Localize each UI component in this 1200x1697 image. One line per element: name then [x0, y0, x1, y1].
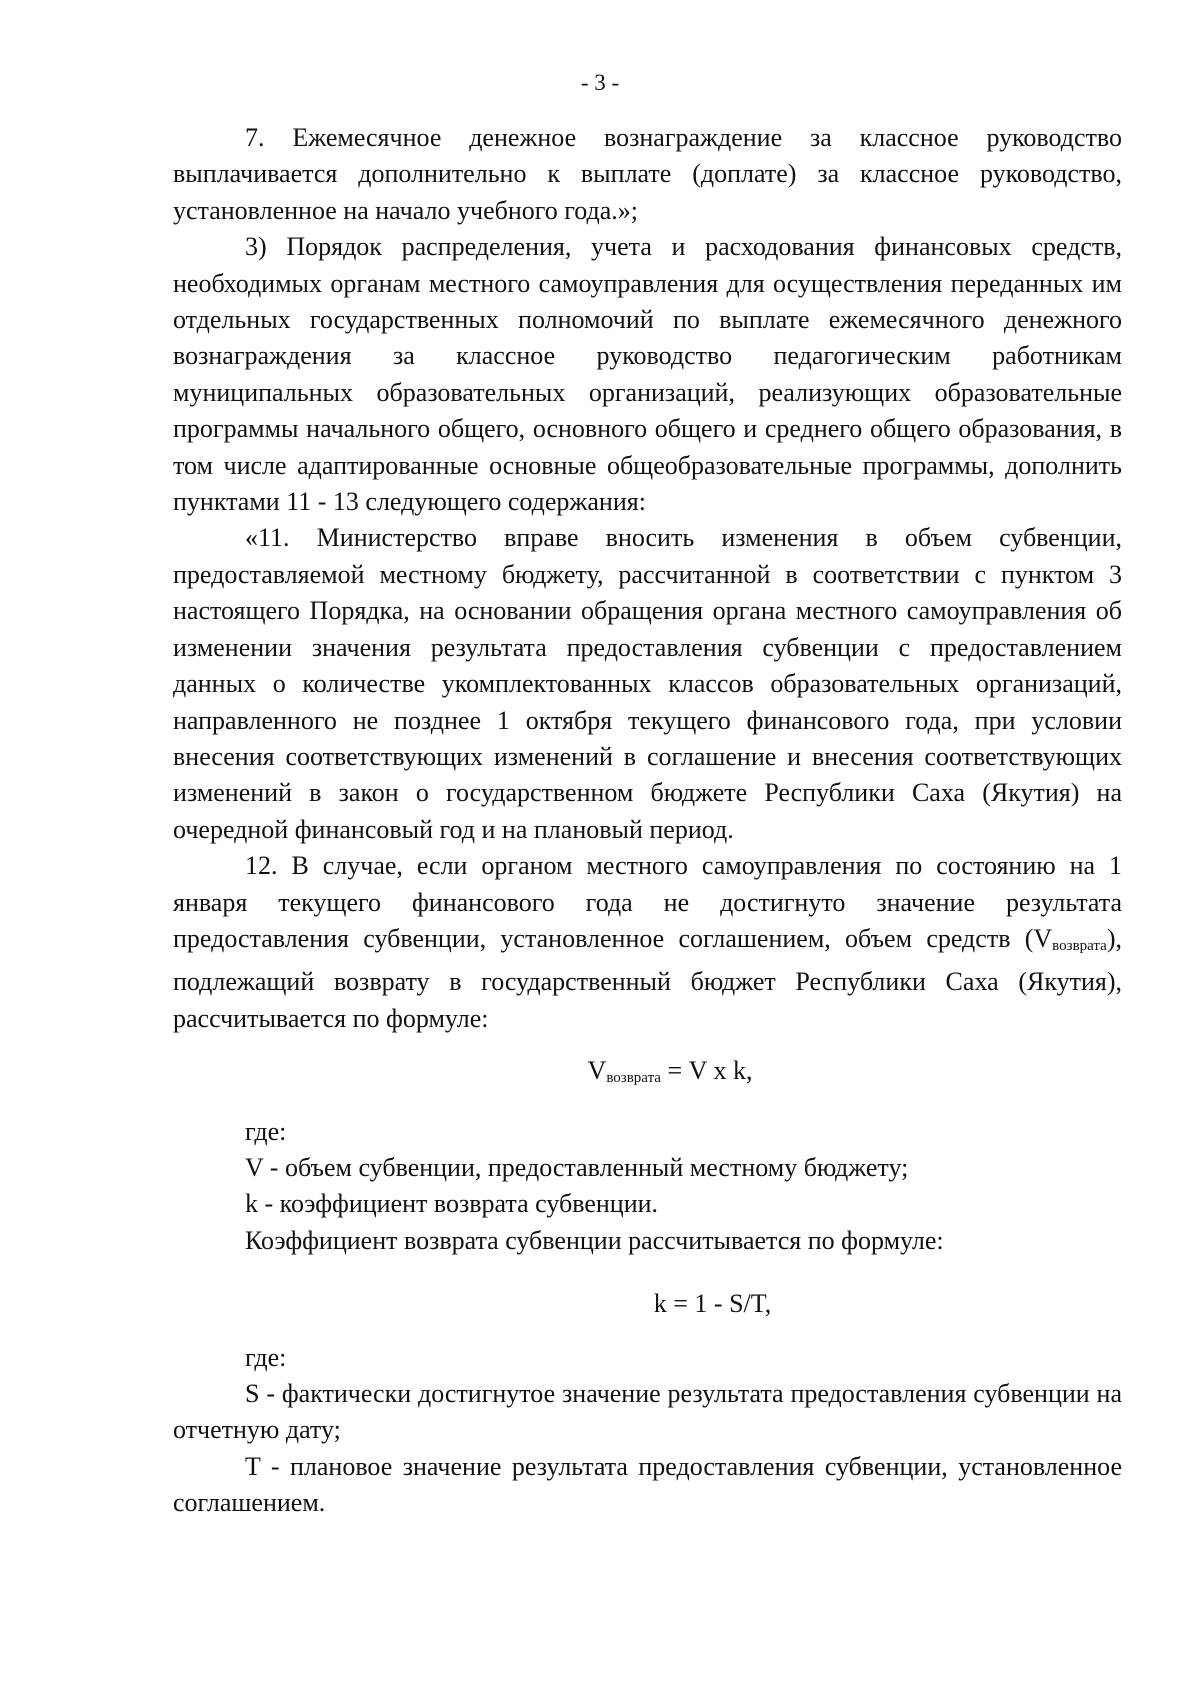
subscript-return: возврата	[1052, 937, 1107, 954]
definition-k: k - коэффициент возврата субвенции.	[245, 1189, 659, 1219]
definition-t: T - плановое значение результата предоставления субвенции, установленное соглашением.	[173, 1451, 1122, 1518]
page-number: - 3 -	[580, 70, 620, 95]
paragraph-item-7: 7. Ежемесячное денежное вознаграждение за классное руководство выплачивается дополнительно к выплате (доплате) за классное руководство, установленное на начало учебного года.»;	[173, 123, 1122, 225]
paragraph-point-11: «11. Министерство вправе вносить изменения в объем субвенции, предоставляемой местному бюджету, рассчитанной в соответствии с пунктом 3 настоящего Порядка, на основании обращения органа местного самоуправления об изменении значения результата предоставления субвенции с предоставлением данных о количестве укомплектованных классов образовательных организаций, направленного не позднее 1 октября текущего финансового года, при условии внесения соответствующих изменений в соглашение и внесения соответствующих изменений в закон о государственном бюджете Республики Саха (Якутия) на очередной финансовый год и на плановый период.	[173, 523, 1122, 844]
paragraph-point-12	[173, 848, 1122, 1037]
where-label-1: где:	[245, 1116, 287, 1146]
definition-v: V - объем субвенции, предоставленный местному бюджету;	[245, 1152, 909, 1182]
formula-lhs: V	[587, 1056, 607, 1086]
document-body	[173, 120, 1122, 1522]
formula-coefficient: k = 1 - S/T,	[653, 1289, 772, 1319]
formula-lhs-subscript: возврата	[606, 1070, 661, 1087]
paragraph-point-12-text-end: ), подлежащий возврату в государственный бюджет Республики Саха (Якутия), рассчитывается по формуле:	[173, 923, 1122, 1033]
formula-return-volume	[173, 1053, 1122, 1096]
where-label-2: где:	[245, 1342, 287, 1372]
paragraph-item-3: 3) Порядок распределения, учета и расходования финансовых средств, необходимых органам местного самоуправления для осуществления переданных им отдельных государственных полномочий по выплате ежемесячного денежного вознаграждения за классное руководство педагогическим работникам муниципальных образовательных организаций, реализующих образовательные программы начального общего, основного общего и среднего общего образования, в том числе адаптированные основные общеобразовательные программы, дополнить пунктами 11 - 13 следующего содержания:	[173, 232, 1122, 517]
coefficient-intro: Коэффициент возврата субвенции рассчитывается по формуле:	[245, 1225, 944, 1255]
definition-s: S - фактически достигнутое значение результата предоставления субвенции на отчетную дату;	[173, 1379, 1122, 1445]
formula-rhs: = V x k,	[660, 1056, 753, 1086]
paragraph-point-12-text: 12. В случае, если органом местного самоуправления по состоянию на 1 января текущего финансового года не достигнуто значение результата предоставления субвенции, установленное соглашением, объем средств (V	[173, 851, 1122, 953]
